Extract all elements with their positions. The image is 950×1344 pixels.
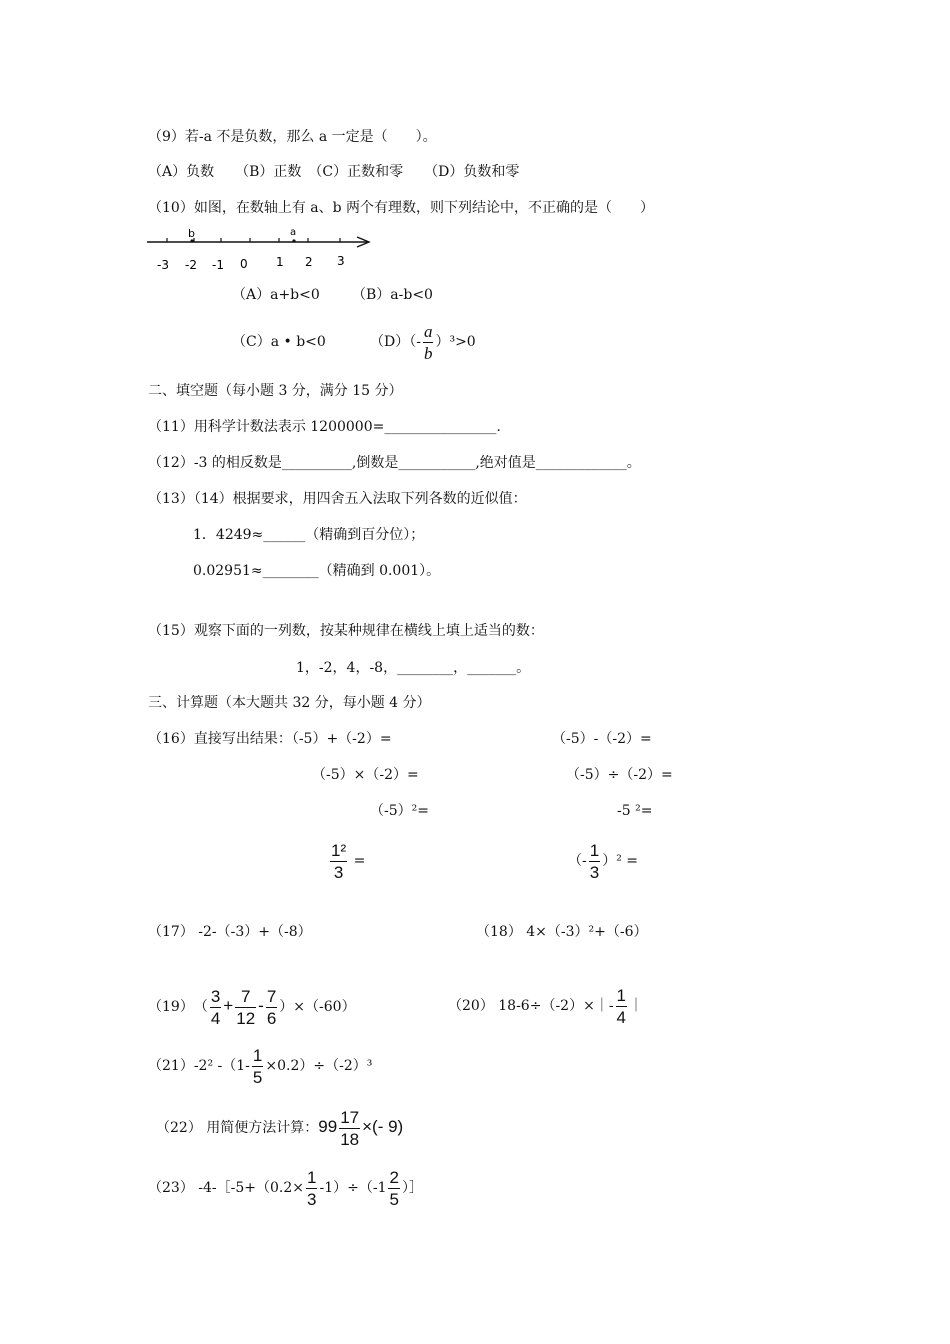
q11: （11）用科学计数法表示 1200000=________________. bbox=[148, 419, 501, 435]
q19: （19） （ $\frac{3}{4}$ + $\frac{7}{12}$ - $\frac{7}{6}$ ）×（-60） bbox=[148, 986, 356, 1028]
tick-label: 2 bbox=[305, 255, 313, 269]
section-2-title: 二、填空题（每小题 3 分，满分 15 分） bbox=[148, 383, 403, 399]
q15-sequence: 1，-2，4，-8，________，_______。 bbox=[296, 660, 531, 676]
q10-option-d: （D）（- $\frac{a}{b}$ ）³>0 bbox=[370, 321, 476, 363]
tick-label: -1 bbox=[212, 258, 224, 272]
q10-stem: （10）如图，在数轴上有 a、b 两个有理数，则下列结论中，不正确的是（ ） bbox=[148, 200, 655, 216]
point-b-label: b bbox=[188, 227, 195, 240]
tick-label: 3 bbox=[337, 254, 345, 268]
q18: （18） 4×（-3）²+（-6） bbox=[476, 924, 648, 940]
q12: （12）-3 的相反数是__________,倒数是___________,绝对值是_____________。 bbox=[148, 455, 641, 471]
tick-label: -3 bbox=[157, 258, 169, 272]
q10-option-b: （B）a-b<0 bbox=[352, 287, 433, 303]
q17: （17） -2-（-3）+（-8） bbox=[148, 924, 312, 940]
q20: （20） 18-6÷（-2）×｜- $\frac{1}{4}$ ｜ bbox=[448, 985, 644, 1027]
q22: （22） 用简便方法计算：99 $\frac{17}{18}$ ×(- 9) bbox=[156, 1107, 404, 1149]
q16-item: -5 ²= bbox=[617, 803, 653, 819]
q21: （21）-2² -（1- $\frac{1}{5}$ ×0.2）÷（-2）³ bbox=[148, 1045, 373, 1087]
point-a-label: a bbox=[290, 227, 297, 238]
q15: （15）观察下面的一列数，按某种规律在横线上填上适当的数： bbox=[148, 623, 544, 639]
q9-stem: （9）若-a 不是负数，那么 a 一定是（ ）。 bbox=[148, 129, 437, 145]
q13: （13）（14）根据要求，用四舍五入法取下列各数的近似值： bbox=[148, 491, 527, 507]
q10-option-c: （C）a • b<0 bbox=[232, 334, 326, 350]
q13-part-b: 0.02951≈________（精确到 0.001）。 bbox=[193, 563, 441, 579]
q10-option-a: （A）a+b<0 bbox=[232, 287, 320, 303]
q16-fraction-item: （- $\frac{1}{3}$ ）² = bbox=[568, 840, 638, 882]
q16-item: （-5）×（-2）= bbox=[312, 767, 419, 783]
section-3-title: 三、计算题（本大题共 32 分，每小题 4 分） bbox=[148, 695, 431, 711]
q16-item: （-5）²= bbox=[370, 803, 429, 819]
q16-label: （16）直接写出结果：（-5）+（-2）= bbox=[148, 731, 392, 747]
tick-label: 0 bbox=[240, 257, 248, 271]
q16-item: （-5）-（-2）= bbox=[552, 731, 652, 747]
q13-part-a: 1．4249≈______（精确到百分位）； bbox=[193, 527, 425, 543]
number-line-figure bbox=[145, 222, 380, 277]
tick-label: -2 bbox=[185, 258, 197, 272]
q16-fraction-item: $\frac{\text{1²}}{3}$ = bbox=[331, 840, 366, 882]
q9-options: （A）负数 （B）正数 （C）正数和零 （D）负数和零 bbox=[148, 164, 520, 180]
tick-label: 1 bbox=[276, 255, 284, 269]
q23: （23） -4-［-5+（0.2× $\frac{1}{3}$ -1）÷（-1 $\frac{2}{5}$ ）］ bbox=[148, 1167, 423, 1209]
q16-item: （-5）÷（-2）= bbox=[566, 767, 673, 783]
